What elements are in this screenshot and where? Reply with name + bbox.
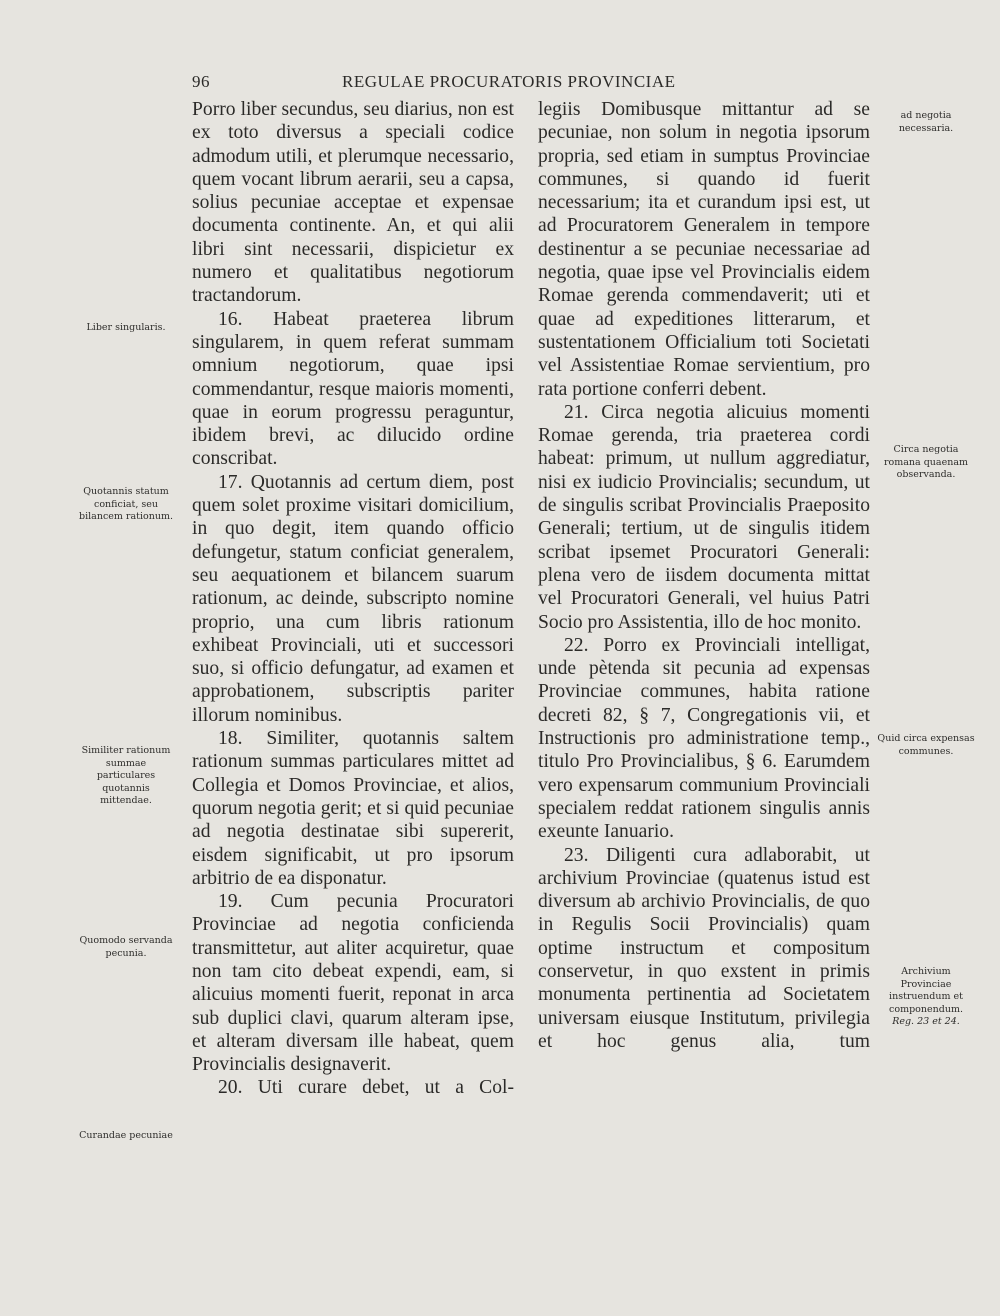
margin-note-similiter-rationum: Similiter rationum summae particulares quotannis mittendae. (81, 745, 171, 806)
margin-note-quomodo-servanda: Quomodo servanda pecunia. (79, 935, 173, 959)
running-header (192, 72, 872, 94)
margin-note-archivium-text: Archivium Provinciae instruendum et componendum. (889, 966, 963, 1015)
margin-note-archivium (876, 966, 976, 1029)
paragraph-porro: Porro liber secundus, seu diarius, non est ex toto diversus a speciali codice admodum utili, et plerumque necessario, quem vocant librum aerarii, seu a capsa, solius pecuniae acceptae et expensae documenta continente. An, et qui alii libri sint necessarii, dispicietur ex numero et qualitatibus negotiorum tractandorum. (192, 99, 514, 307)
running-title: REGULAE PROCURATORIS PROVINCIAE (342, 72, 676, 91)
page-number: 96 (192, 72, 210, 91)
paragraph-22: 22. Porro ex Provinciali intelligat, unde pètenda sit pecunia ad expensas Provinciae communes, habita ratione decreti 82, § 7, Congregationis vii, et Instructionis pro administratione temp., titulo Pro Provincialibus, § 6. Earumdem vero expensarum communium Provinciali specialem reddat rationem singulis annis exeunte Ianuario. (538, 634, 870, 843)
right-text-column (538, 98, 870, 1053)
paragraph-20-start: 20. Uti curare debet, ut a Col- (218, 1077, 514, 1099)
margin-note-liber-singularis: Liber singularis. (86, 322, 166, 333)
margin-note-curandae-pecuniae: Curandae pecuniae (79, 1130, 173, 1141)
margin-note-quotannis-statum: Quotannis statum conficiat, seu bilancem rationum. (79, 486, 173, 522)
paragraph-20-continued: legiis Domibusque mittantur ad se pecuniae, non solum in negotia ipsorum propria, sed etiam in sumptus Provinciae communes, si quando id fuerit necessarium; ita et curandum ipsi est, ut ad Procuratorem Generalem in tempore destinentur a se pecuniae necessariae ad negotia, quae ipse vel Provincialis eidem Romae gerenda commendaverit; uti et quae ad expeditiones litterarum, et sustentationem Officialium toti Societati vel Assistentiae Romae servientium, pro rata portione conferri debent. (538, 99, 870, 400)
paragraph-19: 19. Cum pecunia Procuratori Provinciae ad negotia conficienda transmittetur, aut aliter acquiretur, quae non tam cito debeat expendi, eam, si alicuius momenti fuerit, reponat in arca sub duplici clavi, quarum alteram ipse, et alteram diversam ille habeat, quem Provincialis designaverit. (192, 891, 514, 1076)
margin-note-reference: Reg. 23 et 24. (892, 1016, 960, 1027)
left-text-column (192, 98, 514, 1100)
margin-note-quid-circa-expensas: Quid circa expensas communes. (877, 733, 975, 757)
paragraph-23: 23. Diligenti cura adlaborabit, ut archivium Provinciae (quatenus istud est diversum ab archivio Provincialis, de quo in Regulis Socii Provincialis) quam optime instructum et compositum conservetur, in quo exstent in primis monumenta pertinentia ad Societatem universam eiusque Institutum, privilegia et hoc genus alia, tum (538, 844, 870, 1052)
margin-note-circa-negotia-romana: Circa negotia romana quaenam observanda. (883, 444, 968, 480)
paragraph-18: 18. Similiter, quotannis saltem rationum summas particulares mittet ad Collegia et Domos Provinciae, et alios, quorum negotia gerit; et si quid pecuniae ad negotia destinatae sibi supererit, eisdem significabit, ut pro ipsorum arbitrio de ea disponatur. (192, 728, 514, 889)
paragraph-16: 16. Habeat praeterea librum singularem, in quem referat summam omnium negotiorum, quae ipsi commendantur, resque maioris momenti, quae in eorum progressu peraguntur, ibidem brevi, ac dilucido ordine conscribat. (192, 308, 514, 470)
paragraph-17: 17. Quotannis ad certum diem, post quem solet proxime visitari domicilium, in quo degit, item quando officio defungetur, statum conficiat generalem, seu aequationem et bilancem suarum rationum, ac deinde, subscripto nomine proprio, una cum libris rationum exhibeat Provinciali, uti et successori suo, si officio defungatur, ad examen et approbationem, subscriptis pariter illorum nominibus. (192, 471, 514, 726)
margin-note-ad-negotia: ad negotia necessaria. (898, 110, 954, 134)
paragraph-21: 21. Circa negotia alicuius momenti Romae gerenda, tria praeterea cordi habeat: primum, ut nullum aggrediatur, nisi ex iudicio Provincialis; secundum, ut de singulis scribat Provincialis Praeposito Generali; tertium, ut de singulis itidem scribat ipsemet Procuratori Generali: plena vero de iisdem documenta mittat vel Procuratori Generali, vel huius Patri Socio pro Assistentia, illo de hoc monito. (538, 401, 870, 633)
